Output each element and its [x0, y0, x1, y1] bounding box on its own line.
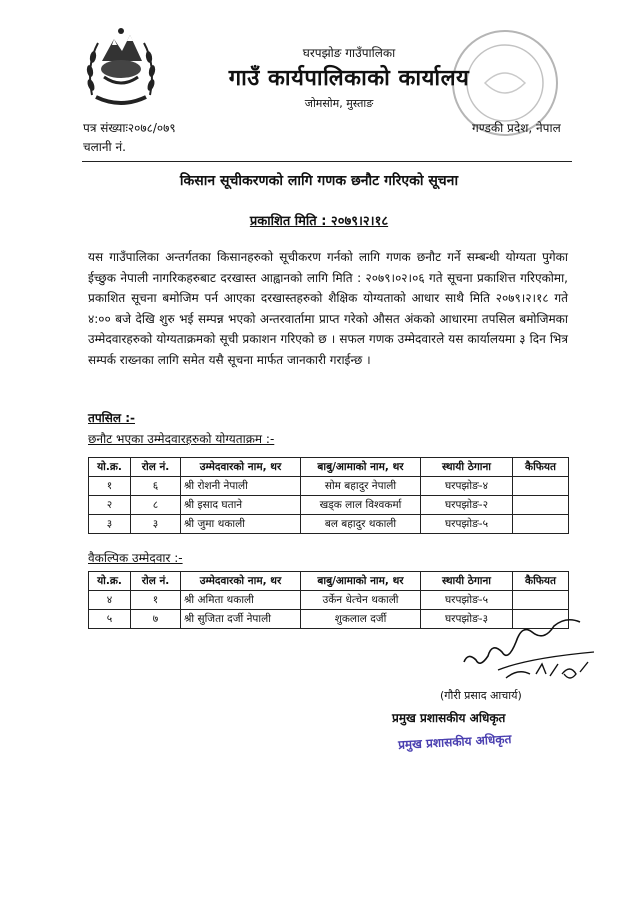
- col-parent: बाबु/आमाको नाम, थर: [301, 572, 421, 591]
- cell-roll: ८: [131, 496, 181, 515]
- col-address: स्थायी ठेगाना: [421, 458, 513, 477]
- cell-parent: बल बहादुर थकाली: [301, 515, 421, 534]
- cell-remarks: [513, 477, 569, 496]
- published-date: प्रकाशित मिति : २०७९।२।१८: [249, 214, 389, 229]
- table-row: [89, 477, 569, 496]
- table-row: [89, 591, 569, 610]
- selected-candidates-table: [88, 457, 569, 534]
- cell-roll: ६: [131, 477, 181, 496]
- dispatch-number: चलानी नं.: [83, 140, 126, 154]
- cell-serial: २: [89, 496, 131, 515]
- notice-title: किसान सूचीकरणको लागि गणक छनौट गरिएको सूचना: [179, 173, 459, 189]
- cell-serial: ५: [89, 610, 131, 629]
- cell-address: घरपझोङ-३: [421, 610, 513, 629]
- cell-address: घरपझोङ-४: [421, 477, 513, 496]
- cell-address: घरपझोङ-५: [421, 515, 513, 534]
- selected-caption: छनौट भएका उम्मेदवारहरुको योग्यताक्रम :-: [88, 432, 275, 446]
- cell-roll: १: [131, 591, 181, 610]
- col-serial: यो.क्र.: [89, 572, 131, 591]
- cell-candidate: श्री रोशनी नेपाली: [181, 477, 301, 496]
- cell-candidate: श्री सुजिता दर्जी नेपाली: [181, 610, 301, 629]
- signer-designation: प्रमुख प्रशासकीय अधिकृत: [392, 711, 506, 725]
- cell-candidate: श्री अमिता थकाली: [181, 591, 301, 610]
- col-candidate: उम्मेदवारको नाम, थर: [181, 458, 301, 477]
- alternate-caption: वैकल्पिक उम्मेदवार :-: [88, 551, 183, 565]
- office-address: जोमसोम, मुस्ताङ: [304, 97, 374, 110]
- col-serial: यो.क्र.: [89, 458, 131, 477]
- table-row: [89, 496, 569, 515]
- header-divider: [82, 161, 572, 162]
- province-label: गण्डकी प्रदेश, नेपाल: [472, 121, 561, 135]
- cell-parent: खड्क लाल विश्वकर्मा: [301, 496, 421, 515]
- cell-serial: ४: [89, 591, 131, 610]
- col-roll: रोल नं.: [131, 458, 181, 477]
- cell-remarks: [513, 515, 569, 534]
- col-remarks: कैफियत: [513, 458, 569, 477]
- reference-number: पत्र संख्याः२०७८/०७९: [83, 121, 176, 135]
- cell-remarks: [513, 591, 569, 610]
- cell-roll: ७: [131, 610, 181, 629]
- cell-candidate: श्री जुमा थकाली: [181, 515, 301, 534]
- annex-label: तपसिल :-: [88, 411, 135, 425]
- col-candidate: उम्मेदवारको नाम, थर: [181, 572, 301, 591]
- cell-address: घरपझोङ-२: [421, 496, 513, 515]
- cell-parent: उर्केन धेत्चेन थकाली: [301, 591, 421, 610]
- designation-stamp: प्रमुख प्रशासकीय अधिकृत: [397, 732, 512, 752]
- notice-body: यस गाउँपालिका अन्तर्गतका किसानहरुको सूचीकरण गर्नको लागि गणक छनौट गर्ने सम्बन्धी योग्यता पुगेका ईच्छुक नेपाली नागरिकहरुबाट दरखास्त आह्वानको लागि मिति : २०७९।०२।०६ गते सूचना प्रकाशित्त गरिएकोमा, प्रकाशित सूचना बमोजिम पर्न आएका दरखास्तहरुको शैक्षिक योग्यताको आधार साथै मिति २०७९।२।१८ गते ४:०० बजे देखि शुरु भई सम्पन्न भएको अन्तरवार्तामा प्राप्त गरेको औसत अंकको आधारमा तपसिल बमोजिमका उम्मेदवारहरुको योग्यताक्रमको सूची प्रकाशन गरिएको छ । सफल गणक उम्मेदवारले यस कार्यालयमा ३ दिन भित्र सम्पर्क राख्नका लागि समेत यसै सूचना मार्फत जानकारी गराईन्छ ।: [88, 250, 568, 367]
- cell-parent: शुकलाल दर्जी: [301, 610, 421, 629]
- cell-serial: १: [89, 477, 131, 496]
- cell-parent: सोम बहादुर नेपाली: [301, 477, 421, 496]
- cell-roll: ३: [131, 515, 181, 534]
- cell-candidate: श्री इसाद घताने: [181, 496, 301, 515]
- cell-remarks: [513, 496, 569, 515]
- municipality-name: घरपझोङ गाउँपालिका: [302, 46, 396, 60]
- col-remarks: कैफियत: [513, 572, 569, 591]
- signer-name: (गौरी प्रसाद आचार्य): [440, 689, 522, 702]
- col-roll: रोल नं.: [131, 572, 181, 591]
- handwritten-signature-icon: [458, 612, 598, 684]
- col-address: स्थायी ठेगाना: [421, 572, 513, 591]
- office-name: गाउँ कार्यपालिकाको कार्यालय: [228, 66, 470, 91]
- col-parent: बाबु/आमाको नाम, थर: [301, 458, 421, 477]
- table-row: [89, 515, 569, 534]
- cell-serial: ३: [89, 515, 131, 534]
- cell-address: घरपझोङ-५: [421, 591, 513, 610]
